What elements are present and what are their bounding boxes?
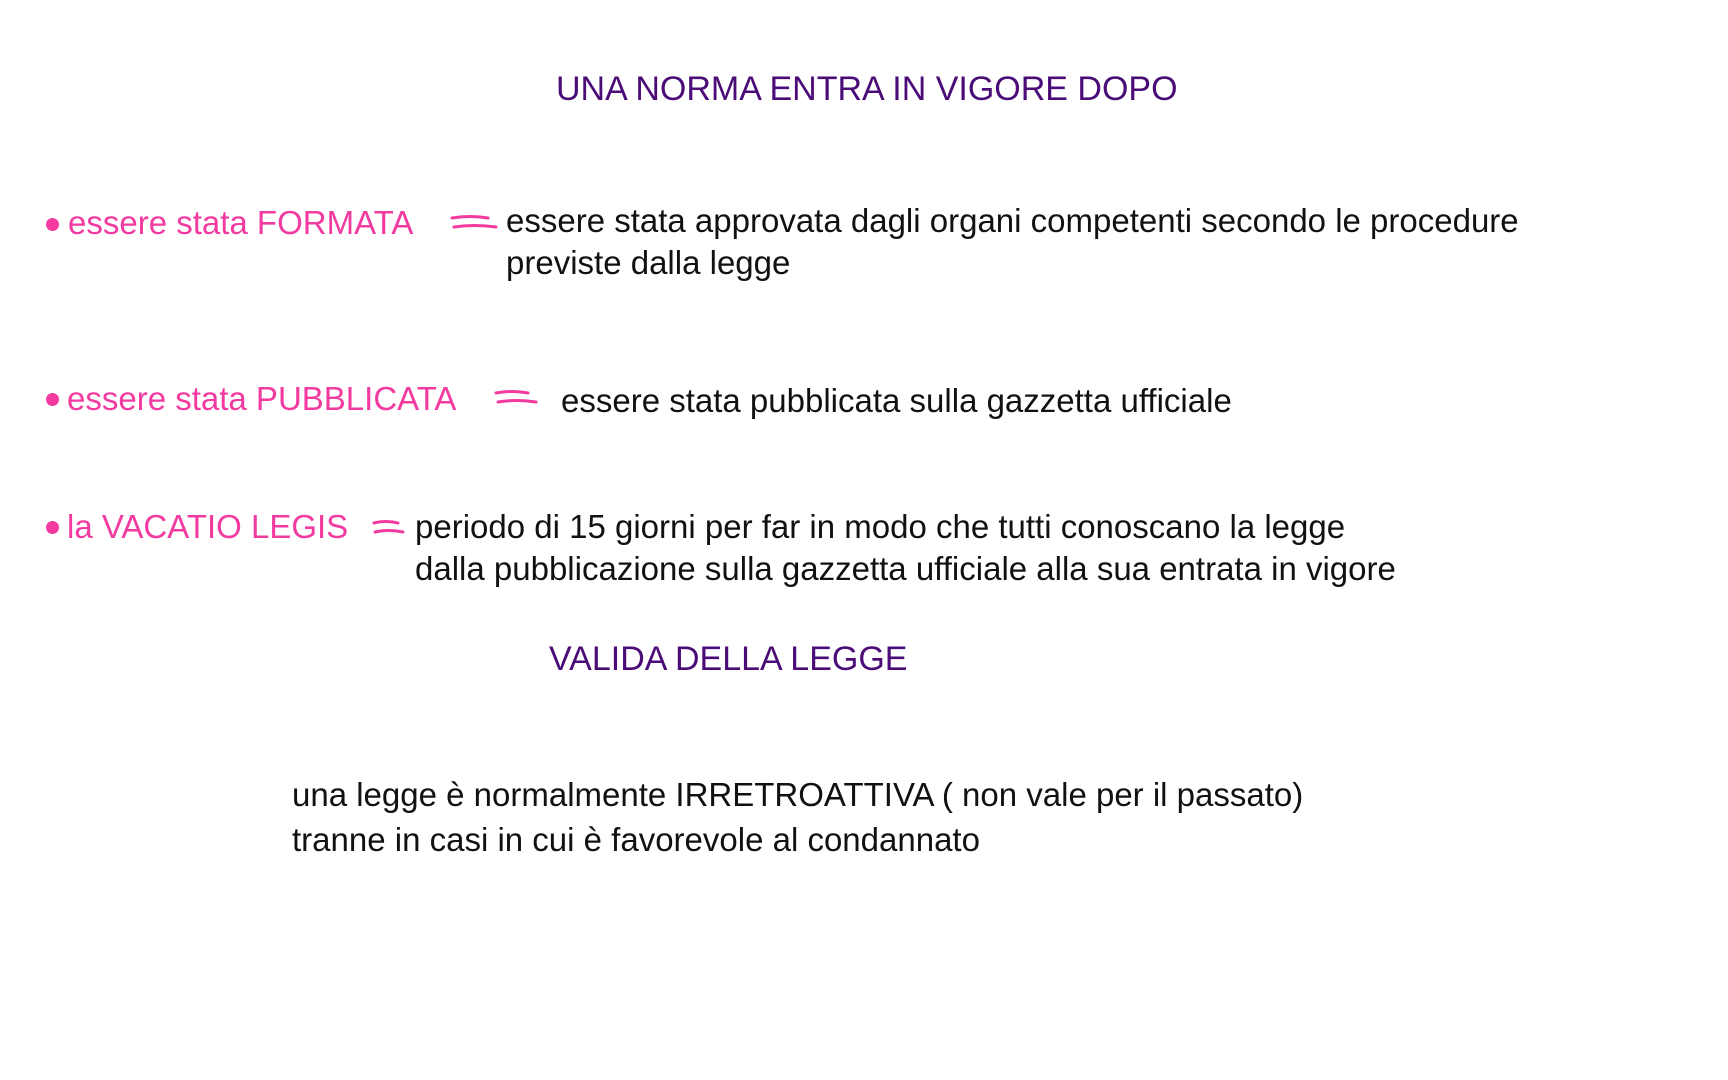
equals-icon (494, 388, 540, 410)
definition-formata (506, 200, 1519, 284)
definition-line: essere stata approvata dagli organi competenti secondo le procedure (506, 202, 1519, 239)
section-line: tranne in casi in cui è favorevole al condannato (292, 821, 980, 858)
definition-pubblicata (561, 380, 1232, 422)
term-vacatio-legis: la VACATIO LEGIS (67, 508, 349, 545)
equals-icon (372, 518, 406, 540)
definition-line: essere stata pubblicata sulla gazzetta ufficiale (561, 382, 1232, 419)
bullet-dot (46, 521, 59, 534)
bullet-dot (46, 218, 59, 231)
section-title: VALIDA DELLA LEGGE (549, 640, 908, 678)
section-line: una legge è normalmente IRRETROATTIVA ( non vale per il passato) (292, 776, 1304, 813)
term-formata: essere stata FORMATA (68, 204, 414, 241)
definition-vacatio-legis (415, 506, 1396, 590)
page-title: UNA NORMA ENTRA IN VIGORE DOPO (556, 70, 1178, 108)
definition-line: dalla pubblicazione sulla gazzetta ufficiale alla sua entrata in vigore (415, 550, 1396, 587)
section-body (292, 772, 1303, 862)
term-pubblicata: essere stata PUBBLICATA (67, 380, 457, 417)
equals-icon (450, 212, 500, 236)
definition-line: previste dalla legge (506, 244, 791, 281)
bullet-dot (46, 393, 59, 406)
definition-line: periodo di 15 giorni per far in modo che tutti conoscano la legge (415, 508, 1346, 545)
